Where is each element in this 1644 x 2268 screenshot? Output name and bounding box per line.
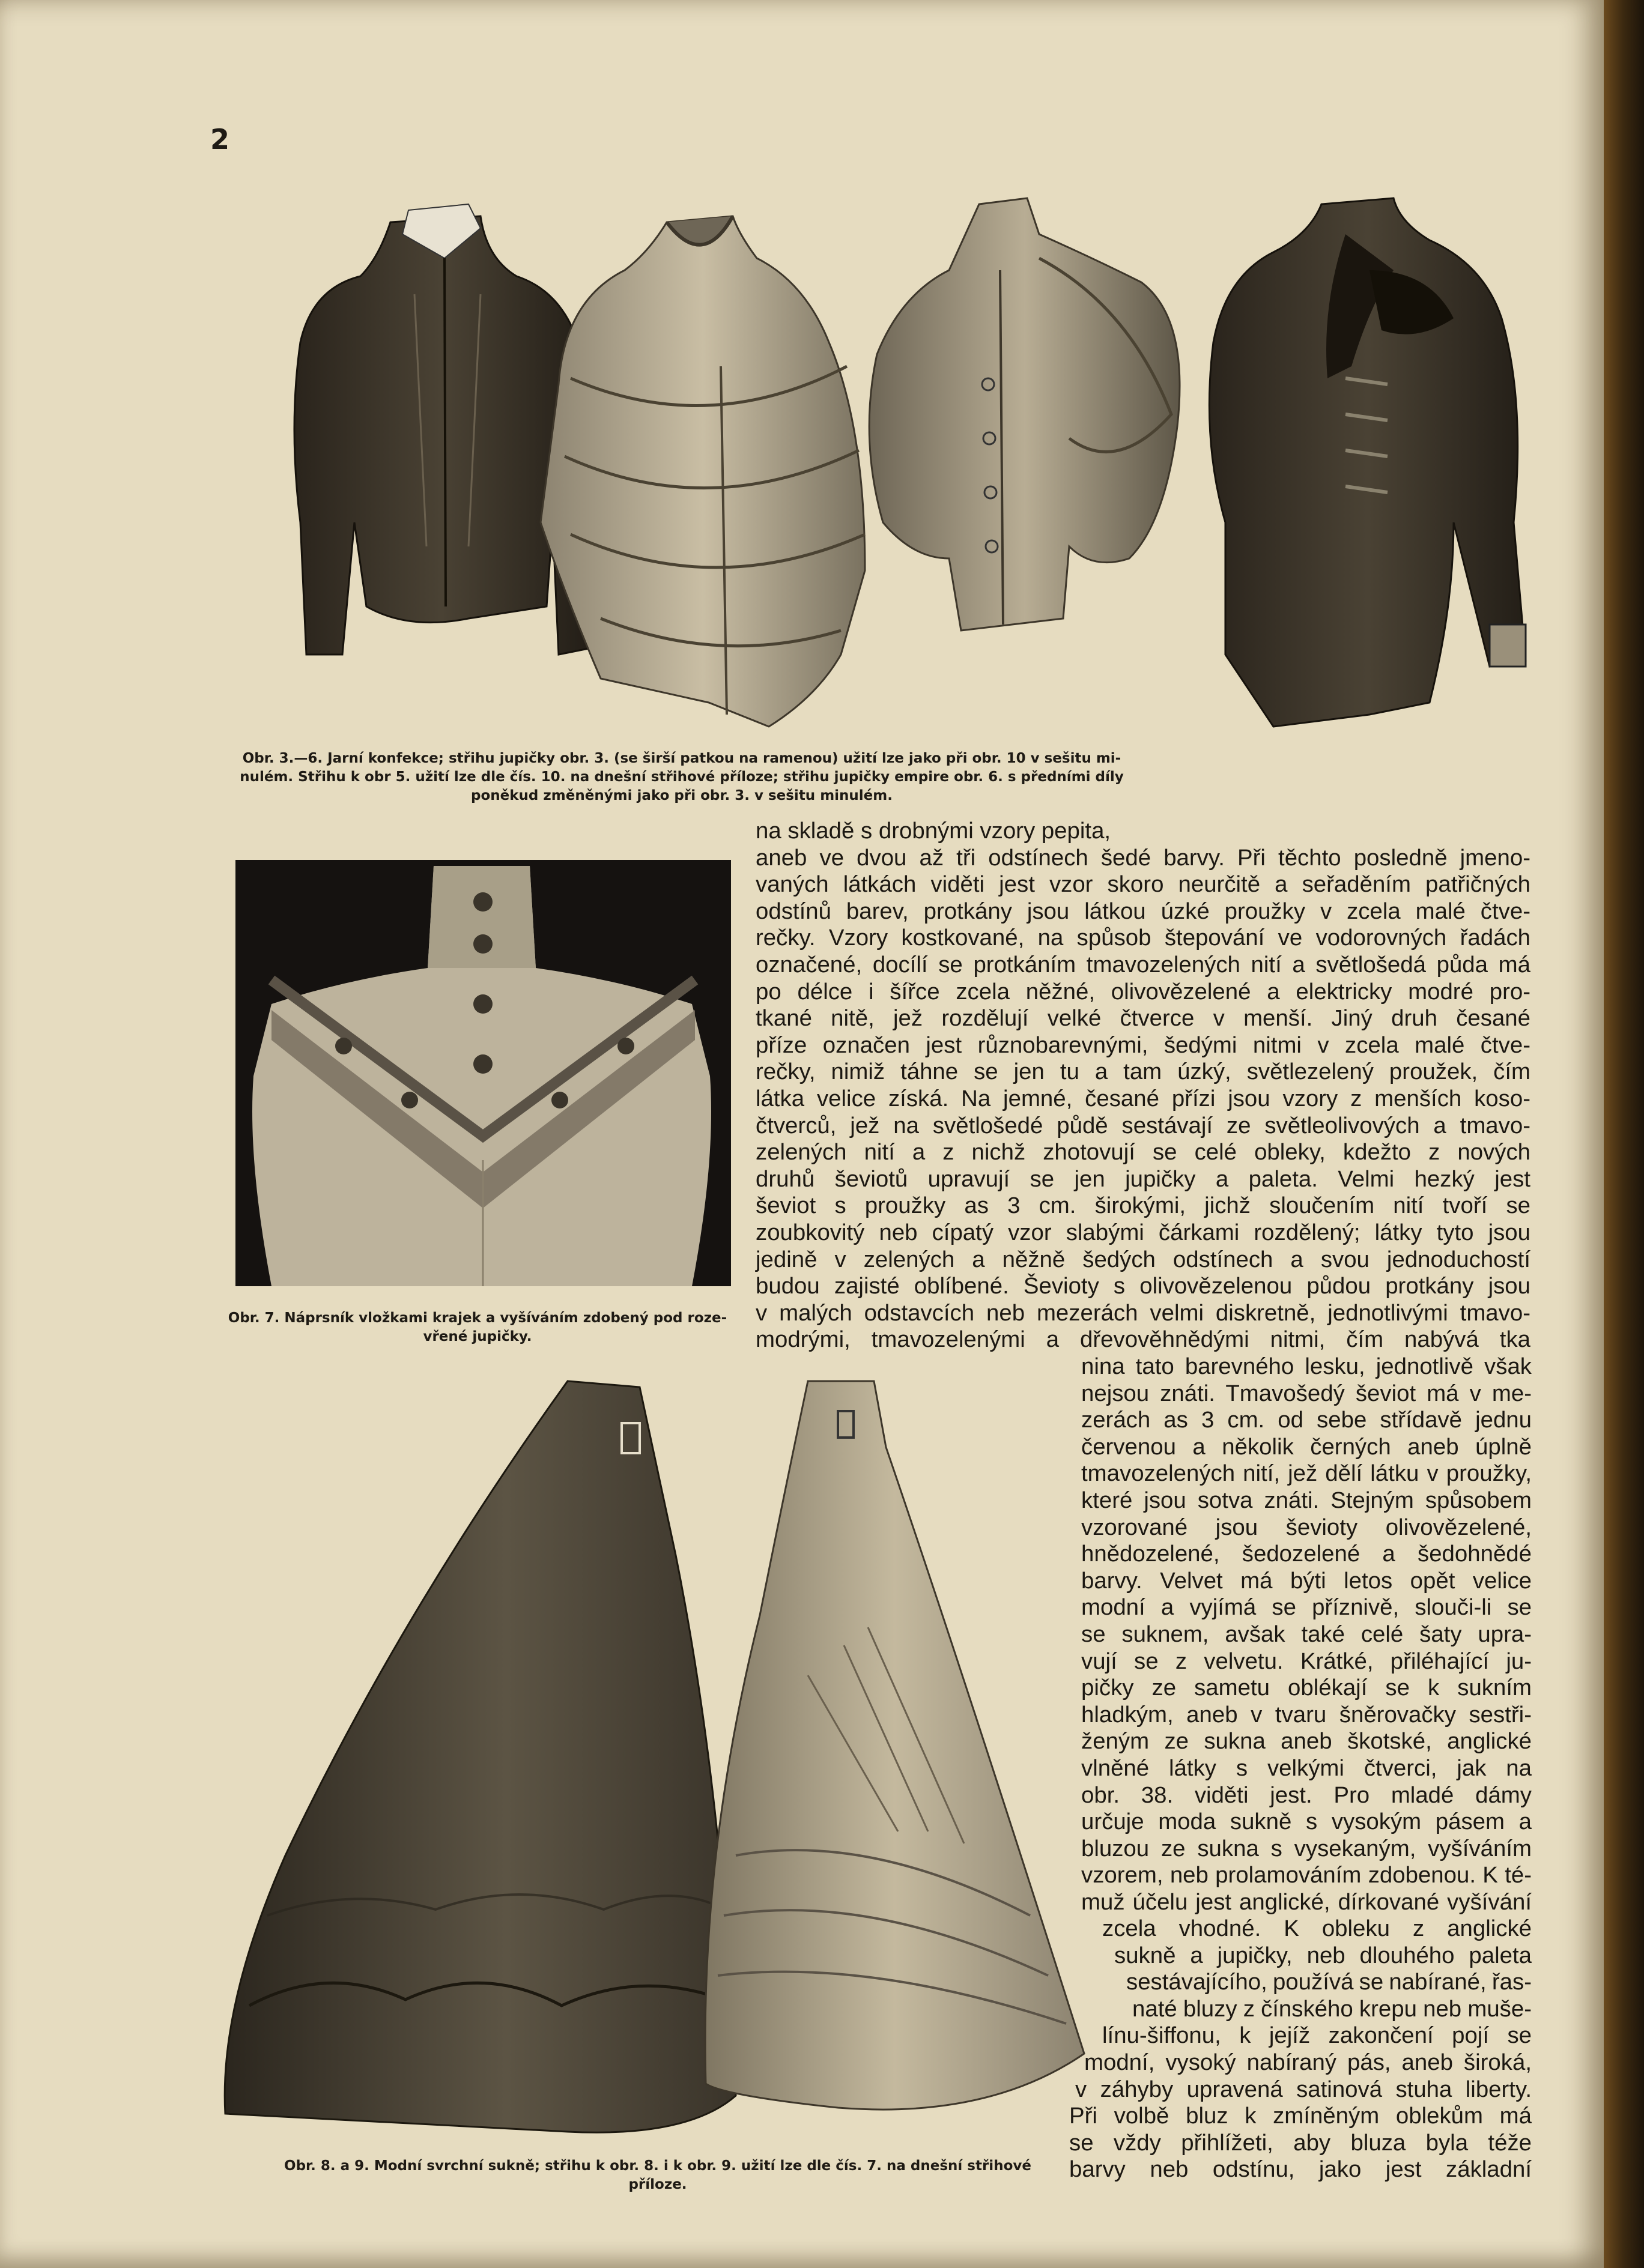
caption-line: nulém. Střihu k obr 5. užití lze dle čís. 10. na dnešní střihové příloze; střihu jupičky empire obr. 6. s předními díly xyxy=(240,769,1124,785)
text-line: odstínů barev, protkány jsou látkou úzké proužky v zcela malé čtve- xyxy=(756,898,1530,924)
text-line: hnědozelené, šedozelené a šedohnědé xyxy=(1081,1541,1532,1567)
text-line: hladkým, aneb v tvaru šněrovačky sestři- xyxy=(1081,1701,1532,1728)
article-text-narrow xyxy=(1081,1353,1532,1916)
caption-line: Obr. 7. Náprsník vložkami krajek a vyšíváním zdobený pod roze- xyxy=(228,1310,727,1326)
text-line: sestávajícího, používá se nabírané, řas- xyxy=(1126,1969,1532,1995)
text-line: zcela vhodné. K obleku z anglické xyxy=(1102,1916,1532,1941)
text-line: sukně a jupičky, neb dlouhého paleta xyxy=(1114,1942,1532,1968)
text-line: druhů ševiotů upravují se jen jupičky a paleta. Velmi hezký jest xyxy=(756,1166,1530,1192)
text-line: tmavozelených nití, jež dělí látku v proužky, xyxy=(1081,1460,1532,1487)
text-line: čtverců, jež na světlošedé půdě sestávají ze světleolivových a tmavo- xyxy=(756,1112,1530,1139)
figure-3-6-caption xyxy=(213,749,1150,805)
text-line: ženým ze sukna aneb škotské, anglické xyxy=(1081,1728,1532,1755)
jackets-illustration xyxy=(288,186,1550,745)
text-line: v záhyby upravená satinová stuha liberty. xyxy=(1075,2076,1532,2102)
text-line: vují se z velvetu. Krátké, přiléhající ju- xyxy=(1081,1648,1532,1674)
text-line: pičky ze sametu oblékají se k sukním xyxy=(1081,1675,1532,1701)
jacket-obr-3 xyxy=(294,204,589,655)
text-line: jedině v zelených a něžně šedých odstínech a svou jednoduchostí xyxy=(756,1246,1530,1272)
text-line: rečky, nimiž táhne se jen tu a tam úzký, světlezelený proužek, čím xyxy=(756,1059,1530,1085)
figure-8-9-caption xyxy=(222,2157,1093,2194)
book-binding-edge xyxy=(1604,0,1644,2268)
text-line: označené, docílí se protkáním tmavozelených nití a světlošedá půda má xyxy=(756,951,1530,978)
text-line: určuje moda sukně s vysokým pásem a xyxy=(1081,1809,1532,1835)
page-number: 2 xyxy=(210,123,230,156)
jackets-drawing xyxy=(288,186,1550,745)
text-line: které jsou sotva znáti. Stejným spůsobem xyxy=(1081,1487,1532,1513)
text-line: muž účelu jest anglické, dírkované vyšívání xyxy=(1081,1888,1532,1915)
caption-line: poněkud změněnými jako při obr. 3. v sešitu minulém. xyxy=(471,788,893,803)
skirts-drawing xyxy=(207,1375,1108,2156)
skirt-obr-9 xyxy=(705,1381,1084,2109)
caption-line: příloze. xyxy=(628,2177,687,2192)
text-line: budou zajisté oblíbené. Ševioty s olivovězelenou půdou protkány jsou xyxy=(756,1273,1530,1299)
skirts-illustration xyxy=(207,1375,1108,2156)
jacket-obr-5 xyxy=(869,198,1180,631)
text-line: po délce i šířce zcela něžné, olivovězelené a elektricky modré pro- xyxy=(756,978,1530,1005)
text-line: příze označen jest různobarevnými, šedými nitmi v zcela malé čtve- xyxy=(756,1032,1530,1058)
text-line: vzorem, neb prolamováním zdobenou. K té- xyxy=(1081,1862,1532,1888)
bodice-illustration xyxy=(235,860,731,1286)
text-line: ševiot s proužky as 3 cm. širokými, jichž sloučením nití tvoří se xyxy=(756,1193,1530,1219)
article-text-column xyxy=(756,818,1530,1353)
text-line: na skladě s drobnými vzory pepita, xyxy=(756,818,1111,844)
text-line: Při volbě bluz k zmíněným oblekům má xyxy=(1069,2103,1532,2129)
text-line: vaných látkách viděti jest vzor skoro neurčitě a seřaděním patřičných xyxy=(756,871,1530,898)
text-line: látka velice získá. Na jemné, česané přízi jsou vzory z menších koso- xyxy=(756,1085,1530,1111)
text-line: bluzou ze sukna s vysekaným, vyšíváním xyxy=(1081,1835,1532,1861)
text-line: se suknem, avšak také celé šaty upra- xyxy=(1081,1621,1532,1647)
caption-line: Obr. 3.—6. Jarní konfekce; střihu jupičky obr. 3. (se širší patkou na ramenou) užití lze jako při obr. 10 v sešitu mi- xyxy=(242,751,1121,766)
text-line: v malých odstavcích neb mezerách velmi diskretně, jednotlivými tmavo- xyxy=(756,1299,1530,1326)
text-line: rečky. Vzory kostkované, na spůsob štepování ve vodorovných řadách xyxy=(756,925,1530,951)
skirt-obr-8 xyxy=(225,1381,736,2132)
text-line: červenou a několik černých aneb úplně xyxy=(1081,1433,1532,1460)
bodice-drawing xyxy=(235,860,731,1286)
figure-7-caption xyxy=(207,1309,748,1346)
text-line: barvy neb odstínu, jako jest základní xyxy=(1069,2156,1532,2183)
text-line: aneb ve dvou až tři odstínech šedé barvy. Při těchto posledně jmeno- xyxy=(756,844,1530,871)
jacket-obr-6 xyxy=(1209,198,1526,727)
text-line: modní, vysoký nabíraný pás, aneb široká, xyxy=(1084,2049,1532,2075)
text-line: modní a vyjímá se příznivě, slouči-li se xyxy=(1081,1594,1532,1621)
text-line: zelených nití a z nichž zhotovují se celé obleky, kdežto z nových xyxy=(756,1139,1530,1166)
text-line: modrými, tmavozelenými a dřevověhnědými nitmi, čím nabývá tka xyxy=(756,1326,1530,1353)
text-line: línu-šiffonu, k jejíž zakončení pojí se xyxy=(1102,2022,1532,2049)
text-line: tkané nitě, jež rozdělují velké čtverce v menší. Jiný druh česané xyxy=(756,1005,1530,1032)
text-line: naté bluzy z čínského krepu neb muše- xyxy=(1132,1995,1532,2022)
text-line: zoubkovitý neb cípatý vzor slabými čárkami rozdělený; látky tyto jsou xyxy=(756,1219,1530,1245)
jacket-obr-4 xyxy=(541,216,865,727)
caption-line: Obr. 8. a 9. Modní svrchní sukně; střihu k obr. 8. i k obr. 9. užití lze dle čís. 7. na dnešní střihové xyxy=(284,2158,1031,2174)
text-line: obr. 38. viděti jest. Pro mladé dámy xyxy=(1081,1782,1532,1808)
text-line: nejsou znáti. Tmavošedý ševiot má v me- xyxy=(1081,1380,1532,1406)
text-line: nina tato barevného lesku, jednotlivě však xyxy=(1081,1353,1532,1379)
text-line: se vždy přihlížeti, aby bluza byla téže xyxy=(1069,2129,1532,2156)
caption-line: vřené jupičky. xyxy=(423,1329,532,1344)
article-text-stepped xyxy=(1069,1916,1532,2183)
text-line: barvy. Velvet má býti letos opět velice xyxy=(1081,1567,1532,1594)
text-line: vzorované jsou ševioty olivovězelené, xyxy=(1081,1514,1532,1540)
text-line: vlněné látky s velkými čtverci, jak na xyxy=(1081,1755,1532,1781)
text-line: zerách as 3 cm. od sebe střídavě jednu xyxy=(1081,1407,1532,1433)
